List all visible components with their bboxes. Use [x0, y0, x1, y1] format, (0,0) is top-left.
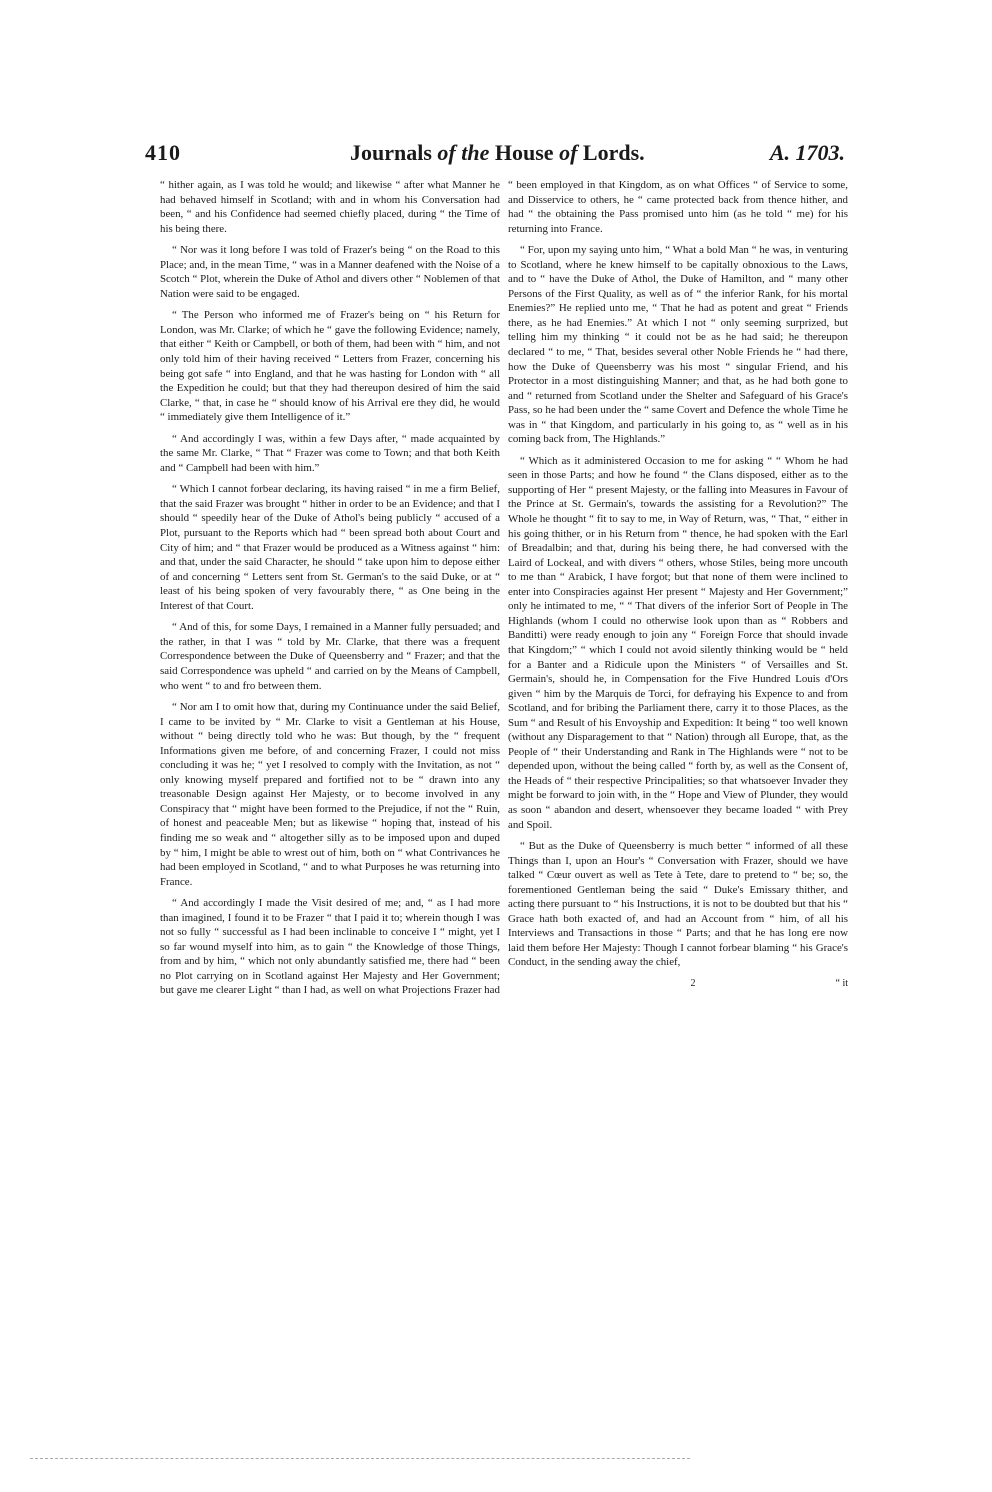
paragraph: “ Nor was it long before I was told of Frazer's being “ on the Road to this Place; and, in the mean Time, “ was in a Manner deafened with the Noise of a Scotch “ Plot, wherein the Duke of Athol and divers other “ Noblemen of that Nation were said to be engaged.: [160, 244, 500, 300]
paragraph: “ Which as it administered Occasion to me for asking “ “ Whom he had seen in those Parts; and how he found “ the Clans disposed, either as to the supporting of Her “ present Majesty, or the falling into Measures in Favour of the Prince at St. Germain's, towards the assisting for a Revolution?” The Whole he thought “ fit to say to me, in Way of Return, was, “ That, “ either in his going thither, or in his Return from “ thence, he had spoken with the Earl of Breadalbin; and that, during his being there, he had conversed with the Laird of Lockeal, and with divers “ others, whose Stiles, being more uncouth to me than “ Arabick, I have forgot; but that none of them were inclined to enter into Conspiracies against Her present “ Majesty and Her Government;” only he intimated to me, “ “ That divers of the inferior Sort of People in The Highlands (whom I could no otherwise look upon than as “ Robbers and Banditti) were ready enough to join any “ Foreign Force that should invade that Kingdom;” “ which I could not avoid silently thinking would be “ held for a Banter and a Ridicule upon the Ministers “ of Versailles and St. Germain's, should he, in Compensation for the Five Hundred Louis d'Ors given “ him by the Marquis de Torci, for defraying his Expence to and from Scotland, and for bribing the Parliament there, carry it to those Places, as the Sum “ and Result of his Envoyship and Expedition: It being “ too well known (without any Disparagement to that “ Nation) through all Europe, that, as the People of “ their Understanding and Rank in The Highlands were “ not to be depended upon, without the being called “ forth by, as well as the Consent of, the Heads of “ their respective Principalities; so that whatsoever Invader they might be forward to join with, in the “ Hope and View of Plunder, they would as soon “ abandon and desert, whensoever they became loaded “ with Prey and Spoil.: [508, 454, 848, 831]
title-of-2: of: [559, 140, 578, 165]
left-column: [160, 178, 500, 1005]
paragraph: “ But as the Duke of Queensberry is much better “ informed of all these Things than I, upon an Hour's “ Conversation with Frazer, should we have talked “ Cœur ouvert as well as Tete à Tete, dare to pretend to “ be; so, the forementioned Gentleman being the said “ Duke's Emissary thither, and acting there pursuant to “ his Instructions, it is not to be doubted but that his “ Grace hath both exacted of, and had an Account from “ him, of all his Interviews and Transactions in those “ Parts; and that he has long ere now laid them before Her Majesty: Though I cannot forbear blaming “ his Grace's Conduct, in the sending away the chief,: [508, 840, 848, 969]
title-journals: Journals: [350, 140, 432, 165]
running-title: [350, 140, 645, 166]
page-header: [145, 140, 845, 180]
signature-mark: 2: [690, 977, 696, 989]
paragraph: “ Nor am I to omit how that, during my Continuance under the said Belief, I came to be invited by “ Mr. Clarke to visit a Gentleman at his House, without “ being directly told who he was: But though, by the “ frequent Informations given me before, of and concerning Frazer, I could not miss concluding it was he; “ yet I resolved to comply with the Invitation, as not “ only knowing myself prepared and fortified not to be “ drawn into any treasonable Design against Her Majesty, or to become involved in any Conspiracy that “ might have been formed to the Prejudice, if not the “ Ruin, of honest and peaceable Men; but as likewise “ hoping that, instead of his finding me so weak and “ altogether silly as to be imposed upon and duped by “ him, I might be able to wrest out of him, both on “ what Contrivances he had been employed in Scotland, “ and to what Purposes he was returning into France.: [160, 701, 500, 888]
year-heading: A. 1703.: [769, 140, 845, 165]
paragraph: “ been employed in that Kingdom, as on what Offices “ of Service to some, and Disservice to others, he “ came protected back from thence hither, and had “ the obtaining the Pass promised unto him (as he told “ me) for his returning into France.: [508, 179, 848, 235]
title-lords: Lords.: [577, 140, 645, 165]
title-house: House: [489, 140, 560, 165]
paragraph: “ And of this, for some Days, I remained in a Manner fully persuaded; and the rather, in that I was “ told by Mr. Clarke, that there was a frequent Correspondence between the Duke of Queensberry and “ Frazer; and that the said Correspondence was upheld “ and carried on by the Means of Campbell, who went “ to and fro between them.: [160, 621, 500, 692]
paragraph: “ The Person who informed me of Frazer's being on “ his Return for London, was Mr. Clarke; of which he “ gave the following Evidence; namely, that either “ Keith or Campbell, or both of them, had been with “ him, and not only told him of their having received “ Letters from Frazer, concerning his being got safe “ into England, and that he was hasting for London with “ all the Expedition he could; but that they had thereupon desired of him the said Clarke, “ that, in case he “ should know of his Arrival ere they did, he would “ immediately give them Intelligence of it.”: [160, 309, 500, 424]
title-of: of: [431, 140, 462, 165]
paragraph: “ hither again, as I was told he would; and likewise “ after what Manner he had behaved himself in Scotland; with and in whom his Conversation had been, “ and his Confidence had seemed chiefly placed, during “ the Time of his being there.: [160, 179, 500, 235]
scan-edge-line: [30, 1458, 690, 1459]
paragraph: “ For, upon my saying unto him, “ What a bold Man “ he was, in venturing to Scotland, where he knew himself to be capitally obnoxious to the Laws, and to “ have the Duke of Athol, the Duke of Hamilton, and “ many other Persons of the First Quality, as well as of “ the inferior Rank, for his mortal Enemies?” He replied unto me, “ That he had as potent and great “ Friends there, as he had Enemies.” At which I not “ only seeming surprized, but telling him my thinking “ it could not be as he had said; he thereupon declared “ to me, “ That, besides several other Noble Friends he “ had there, how the Duke of Queensberry was his most “ singular Friend, and his Protector in a most distinguishing Manner; and that, as he had both gone to and “ returned from Scotland under the Shelter and Safeguard of his Grace's Pass, so he had been under the “ same Covert and Defence the whole Time he was in “ that Kingdom, and particularly in his going to, as “ well as in his coming back from, The Highlands.”: [508, 244, 848, 446]
paragraph: “ Which I cannot forbear declaring, its having raised “ in me a firm Belief, that the said Frazer was brought “ hither in order to be an Evidence; and that I should “ speedily hear of the Duke of Athol's being publicly “ accused of a Plot, pursuant to the Reports which had “ been spread both about Court and City of him; and “ that Frazer would be produced as a Witness against “ him: and that, under the said Character, he should “ take upon him to depose either of and concerning “ Letters sent from St. German's to the said Duke, or at “ least of his being spoken of very favourably there, “ as One being in the Interest of that Court.: [160, 483, 500, 612]
catchword: “ it: [835, 977, 848, 989]
page-number: 410: [145, 140, 181, 165]
paragraph: “ And accordingly I made the Visit desired of me; and, “ as I had more than imagined, I found it to be Frazer “ that I paid it to; wherein though I was not so fully “ successful as I had been inclinable to conceive I “ might, yet I so far wound myself into him, as to gain “ the Knowledge of those Things, from and by him, “ which not only abundantly satisfied me, there had “ been no Plot carrying on in Scotland against Her Majesty and Her Government; but gave me clearer Light “ than I had, as well on what Projections Frazer had: [160, 897, 500, 997]
right-column: [508, 178, 848, 992]
title-the: the: [461, 140, 490, 165]
paragraph: “ And accordingly I was, within a few Days after, “ made acquainted by the same Mr. Clarke, “ That “ Frazer was come to Town; and that both Keith and “ Campbell had been with him.”: [160, 432, 500, 474]
page-footer: [508, 977, 848, 992]
